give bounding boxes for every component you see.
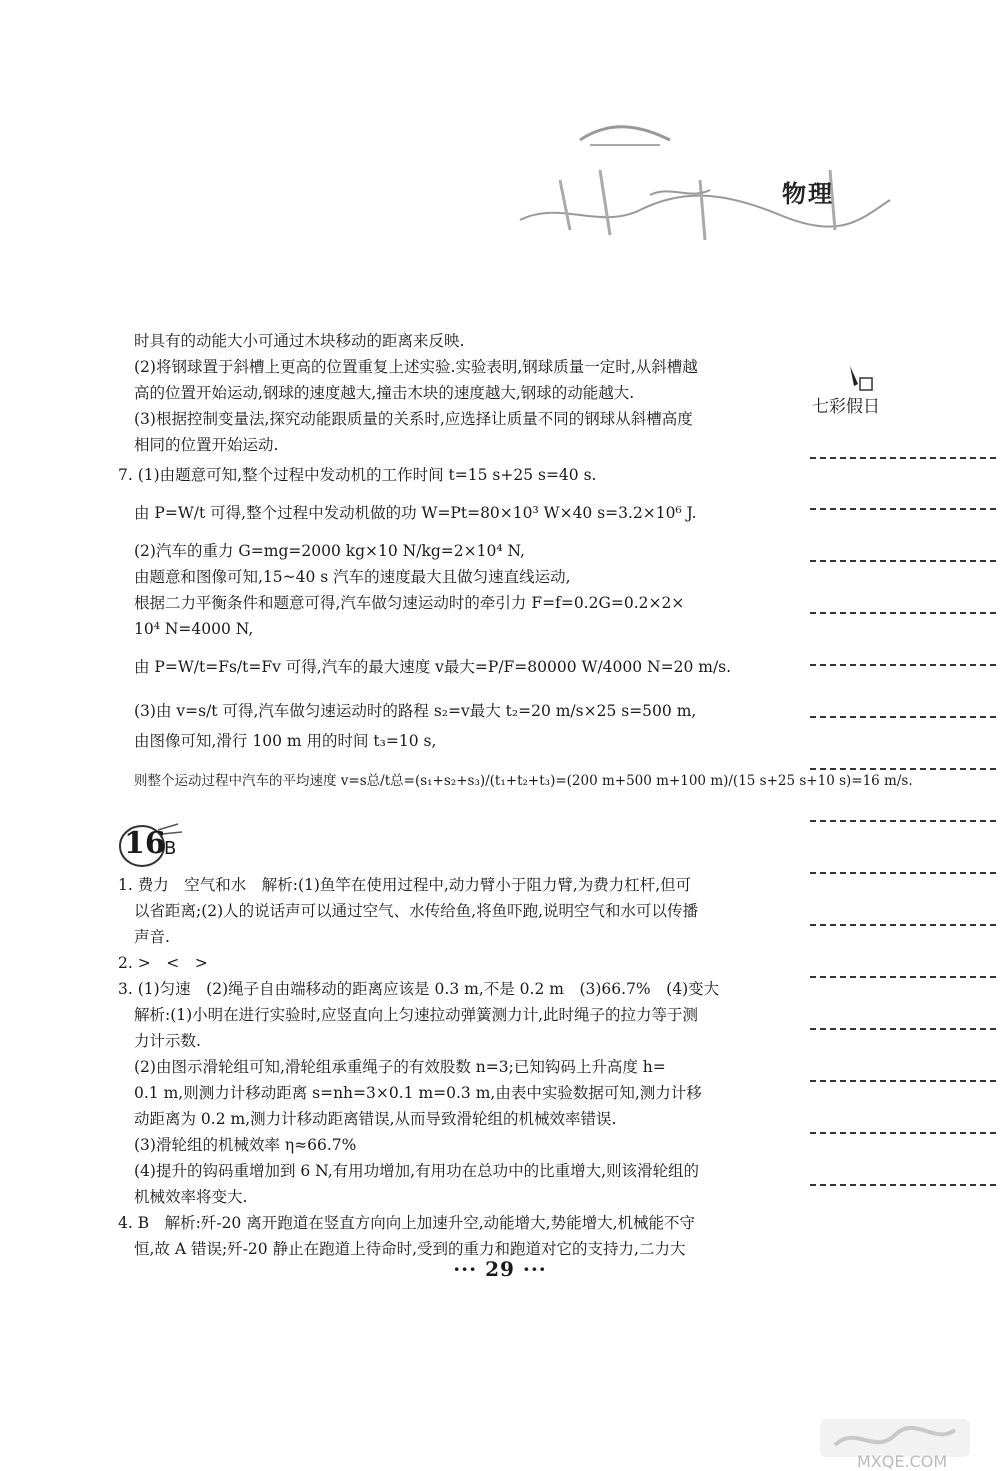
text-line: 解析:(1)小明在进行实验时,应竖直向上匀速拉动弹簧测力计,此时绳子的拉力等于测: [134, 1006, 699, 1024]
text-line: 由题意和图像可知,15~40 s 汽车的速度最大且做匀速直线运动,: [134, 568, 571, 586]
note-line: [810, 508, 996, 510]
subject-title: 物理: [782, 180, 834, 208]
note-line: [810, 976, 996, 978]
text-line: 力计示数.: [134, 1032, 201, 1050]
note-line: [810, 560, 996, 562]
note-line: [810, 1080, 996, 1082]
text-line: 由图像可知,滑行 100 m 用的时间 t₃=10 s,: [134, 732, 437, 750]
text-line: 相同的位置开始运动.: [134, 436, 279, 454]
text-line: 10⁴ N=4000 N,: [134, 620, 254, 638]
text-line: 高的位置开始运动,钢球的速度越大,撞击木块的速度越大,钢球的动能越大.: [134, 384, 635, 402]
pen-icon: [846, 364, 874, 394]
text-line: 2. > < >: [118, 954, 208, 972]
text-line: 以省距离;(2)人的说话声可以通过空气、水传给鱼,将鱼吓跑,说明空气和水可以传播: [134, 902, 699, 920]
text-line: 0.1 m,则测力计移动距离 s=nh=3×0.1 m=0.3 m,由表中实验数据可知,测力计移: [134, 1084, 702, 1102]
text-line: 根据二力平衡条件和题意可得,汽车做匀速运动时的牵引力 F=f=0.2G=0.2×2×: [134, 594, 685, 612]
note-line: [810, 1028, 996, 1030]
note-line: [810, 820, 996, 822]
text-line: (2)汽车的重力 G=mg=2000 kg×10 N/kg=2×10⁴ N,: [134, 542, 525, 560]
text-line: 由 P=W/t=Fs/t=Fv 可得,汽车的最大速度 v最大=P/F=80000 W/4000 N=20 m/s.: [134, 658, 732, 676]
text-line: 1. 费力 空气和水 解析:(1)鱼竿在使用过程中,动力臂小于阻力臂,为费力杠杆,但可: [118, 876, 692, 894]
text-line: 动距离为 0.2 m,测力计移动距离错误,从而导致滑轮组的机械效率错误.: [134, 1110, 617, 1128]
text-line: (4)提升的钩码重增加到 6 N,有用功增加,有用功在总功中的比重增大,则该滑轮组的: [134, 1162, 700, 1180]
note-line: [810, 716, 996, 718]
note-line: [810, 612, 996, 614]
text-line: 时具有的动能大小可通过木块移动的距离来反映.: [134, 332, 465, 350]
note-line: [810, 1184, 996, 1186]
text-line: (2)将钢球置于斜槽上更高的位置重复上述实验.实验表明,钢球质量一定时,从斜槽越: [134, 358, 698, 376]
note-line: [810, 768, 996, 770]
text-line: 恒,故 A 错误;歼-20 静止在跑道上待命时,受到的重力和跑道对它的支持力,二力大: [134, 1240, 686, 1258]
text-line: (3)由 v=s/t 可得,汽车做匀速运动时的路程 s₂=v最大 t₂=20 m/s×25 s=500 m,: [134, 702, 697, 720]
sidebar-brand: 七彩假日: [812, 397, 880, 417]
note-line: [810, 664, 996, 666]
text-line: 则整个运动过程中汽车的平均速度 v=s总/t总=(s₁+s₂+s₃)/(t₁+t₂+t₃)=(200 m+500 m+100 m)/(15 s+25 s+10 s)=16 m/s.: [134, 773, 913, 789]
section-number: 16: [124, 826, 166, 861]
text-line: (3)根据控制变量法,探究动能跟质量的关系时,应选择让质量不同的钢球从斜槽高度: [134, 410, 693, 428]
text-line: 声音.: [134, 928, 170, 946]
text-line: 3. (1)匀速 (2)绳子自由端移动的距离应该是 0.3 m,不是 0.2 m (3)66.7% (4)变大: [118, 980, 720, 998]
header-decoration-icon: [500, 100, 900, 250]
text-line: 由 P=W/t 可得,整个过程中发动机做的功 W=Pt=80×10³ W×40 s=3.2×10⁶ J.: [134, 504, 697, 522]
note-line: [810, 872, 996, 874]
text-line: 7. (1)由题意可知,整个过程中发动机的工作时间 t=15 s+25 s=40 s.: [118, 466, 597, 484]
text-line: 机械效率将变大.: [134, 1188, 248, 1206]
text-line: 4. B 解析:歼-20 离开跑道在竖直方向向上加速升空,动能增大,势能增大,机械能不守: [118, 1214, 695, 1232]
watermark-url: MXQE.COM: [857, 1452, 948, 1471]
note-line: [810, 1132, 996, 1134]
answer-content-16b: [118, 872, 758, 1262]
text-line: (3)滑轮组的机械效率 η≈66.7%: [134, 1136, 357, 1154]
section-letter: B: [164, 838, 177, 859]
section-badge: [118, 822, 188, 868]
note-line: [810, 924, 996, 926]
page-number: ··· 29 ···: [453, 1257, 547, 1281]
note-line: [810, 457, 996, 459]
text-line: (2)由图示滑轮组可知,滑轮组承重绳子的有效股数 n=3;已知钩码上升高度 h=: [134, 1058, 666, 1076]
